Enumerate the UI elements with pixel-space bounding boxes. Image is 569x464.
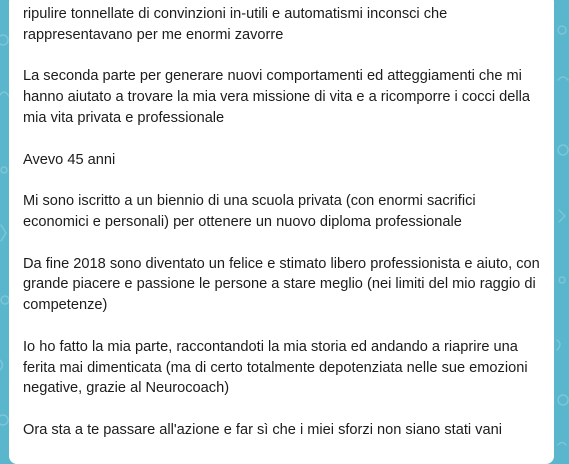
message-paragraph: Ora sta a te passare all'azione e far sì che i miei sforzi non siano stati vani (23, 421, 502, 438)
message-paragraph: Io ho fatto la mia parte, raccontandoti la mia storia ed andando a riaprire una ferita mai dimenticata (ma di certo totalmente depotenziata nelle sue emozioni negative, grazie al Neurocoach) (23, 338, 528, 397)
message-paragraph: ripulire tonnellate di convinzioni in-utili e automatismi inconsci che rappresentavano per me enormi zavorre (23, 6, 448, 43)
message-bubble[interactable] (9, 0, 554, 464)
message-paragraph: Da fine 2018 sono diventato un felice e stimato libero professionista e aiuto, con grande piacere e passione le persone a stare meglio (nei limiti del mio raggio di competenze) (23, 255, 540, 314)
message-paragraph: Avevo 45 anni (23, 151, 116, 168)
message-text-block (23, 4, 540, 441)
message-paragraph: La seconda parte per generare nuovi comportamenti ed atteggiamenti che mi hanno aiutato a trovare la mia vera missione di vita e a ricomporre i cocci della mia vita privata e professionale (23, 68, 530, 126)
message-paragraph: Mi sono iscritto a un biennio di una scuola privata (con enormi sacrifici economici e personali) per ottenere un nuovo diploma professionale (23, 193, 476, 230)
